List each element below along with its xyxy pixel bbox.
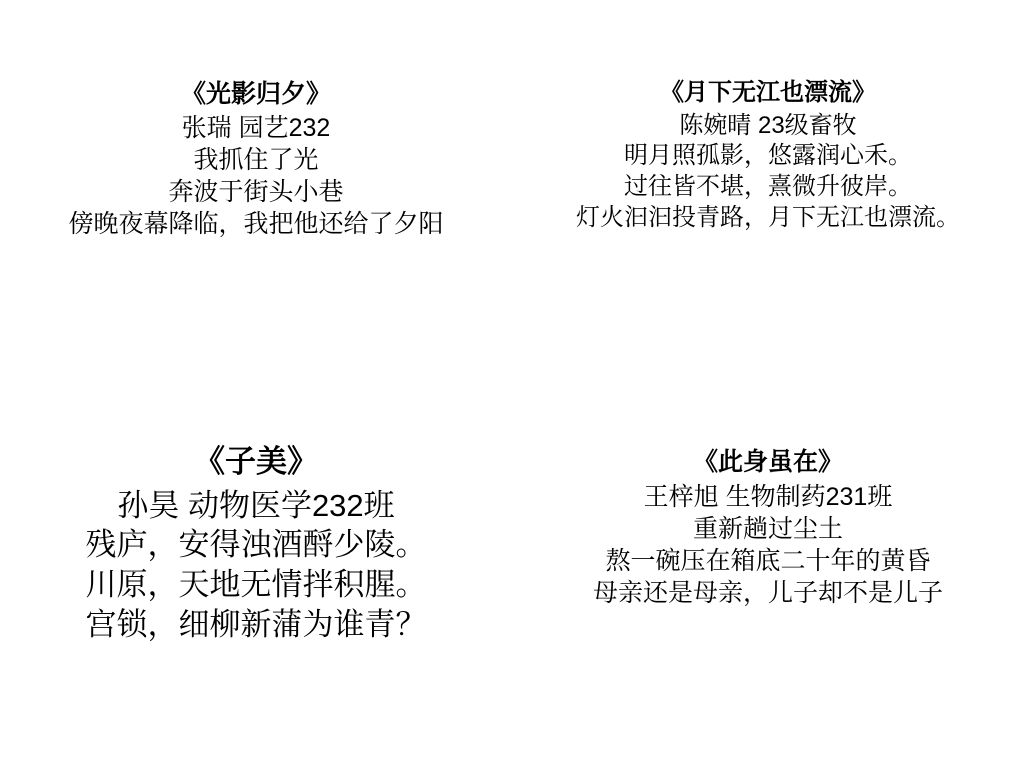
poem-title: 《子美》	[194, 444, 318, 479]
poem-line: 我抓住了光	[193, 146, 319, 174]
poem-line: 川原，天地无情拌积腥。	[85, 567, 427, 603]
poem-block-cishen-suizai	[512, 384, 1024, 768]
poem-author: 张瑞 园艺232	[181, 114, 331, 142]
poem-author: 王梓旭 生物制药231班	[643, 483, 893, 511]
poem-line: 母亲还是母亲，儿子却不是儿子	[592, 579, 943, 607]
poem-block-guangying-guixi	[0, 0, 512, 384]
poem-title: 《此身虽在》	[692, 448, 843, 476]
poem-author: 孙昊 动物医学232班	[117, 487, 395, 523]
poem-title: 《光影归夕》	[180, 80, 331, 108]
poem-title: 《月下无江也漂流》	[660, 79, 876, 106]
poem-line: 残庐，安得浊酒酹少陵。	[85, 527, 427, 563]
poem-line: 过往皆不堪，熹微升彼岸。	[624, 173, 912, 201]
poem-block-zimei	[0, 384, 512, 768]
poem-line: 重新趟过尘土	[692, 515, 843, 543]
poem-line: 宫锁，细柳新蒲为谁青？	[85, 606, 427, 642]
poem-line: 明月照孤影，悠露润心禾。	[624, 142, 912, 170]
poem-line: 傍晚夜幕降临，我把他还给了夕阳	[68, 210, 444, 238]
poem-block-yuexia-wujiang-yepiaoliu	[512, 0, 1024, 384]
poem-author: 陈婉晴 23级畜牧	[679, 111, 857, 139]
poem-line: 熬一碗压在箱底二十年的黄昏	[605, 547, 931, 575]
poem-line: 奔波于街头小巷	[168, 178, 344, 206]
poem-line: 灯火汩汩投青路，月下无江也漂流。	[576, 203, 960, 231]
